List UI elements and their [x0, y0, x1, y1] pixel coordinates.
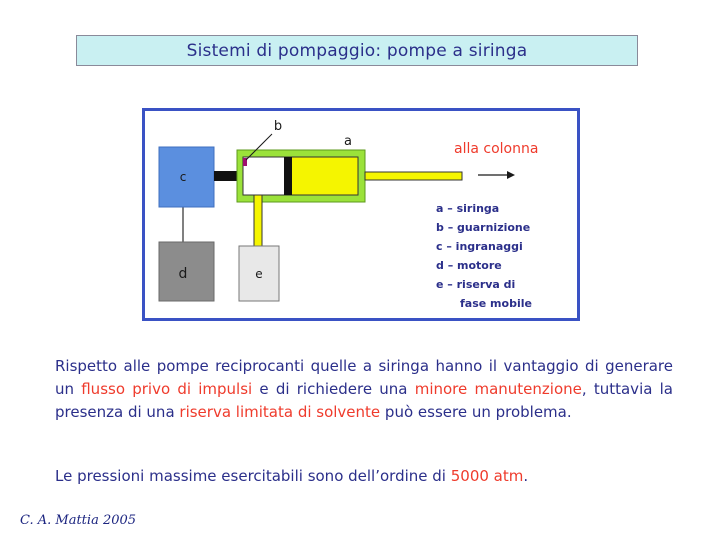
- outlet-tube: [365, 172, 462, 180]
- outlet-label: alla colonna: [454, 141, 539, 157]
- legend-item-e-cont: fase mobile: [460, 297, 532, 310]
- motor-label: d: [178, 266, 188, 282]
- legend-item-a: a – siringa: [436, 202, 500, 215]
- highlight-pulse-free-flow: flusso privo di impulsi: [81, 380, 253, 398]
- paragraph-advantages: [55, 355, 673, 424]
- reservoir-label: e: [255, 267, 263, 281]
- gears-box: [159, 147, 214, 207]
- paragraph-pressure: [55, 465, 673, 488]
- paragraph-1-text-3: , tuttavia la presenza di una: [55, 380, 673, 421]
- syringe-label: a: [344, 134, 352, 149]
- title-box: [76, 35, 638, 66]
- highlight-less-maintenance: minore manutenzione: [414, 380, 582, 398]
- legend-item-e: e – riserva di: [436, 278, 516, 291]
- legend-item-c: c – ingranaggi: [436, 240, 523, 253]
- paragraph-1-text-4: può essere un problema.: [380, 403, 572, 421]
- syringe-pump-diagram: [142, 108, 580, 321]
- feed-tube: [254, 195, 262, 246]
- author-credit: C. A. Mattia 2005: [20, 513, 137, 528]
- legend-item-b: b – guarnizione: [436, 221, 531, 234]
- highlight-max-pressure: 5000 atm: [450, 467, 524, 485]
- seal-label: b: [273, 119, 283, 134]
- slide-title: Sistemi di pompaggio: pompe a siringa: [186, 40, 528, 61]
- paragraph-2-text-1: Le pressioni massime esercitabili sono dell’ordine di: [55, 467, 451, 485]
- syringe-empty-chamber: [243, 157, 289, 195]
- paragraph-2-text-2: .: [523, 467, 529, 485]
- paragraph-1-text-2: e di richiedere una: [252, 380, 415, 398]
- highlight-limited-solvent: riserva limitata di solvente: [179, 403, 381, 421]
- gears-label: c: [179, 170, 187, 184]
- legend-item-d: d – motore: [436, 259, 502, 272]
- piston-head: [284, 157, 292, 195]
- paragraph-1-text-1: Rispetto alle pompe reciprocanti quelle a siringa hanno il vantaggio di generare un: [55, 357, 673, 398]
